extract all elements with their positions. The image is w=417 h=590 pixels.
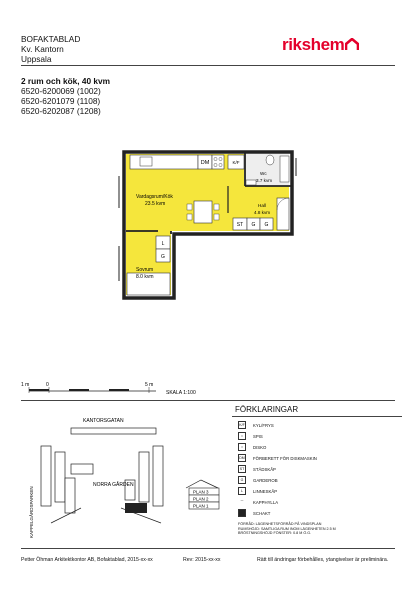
legend-item: G GARDEROB <box>238 475 278 485</box>
legend-item: K/F KYL/FRYS <box>239 422 274 428</box>
legend-title: FÖRKLARINGAR <box>235 405 299 414</box>
site-plan <box>21 408 231 543</box>
svg-text:L: L <box>161 241 165 247</box>
svg-text:ST: ST <box>236 222 244 228</box>
shower-icon <box>280 156 289 182</box>
apartment-marker <box>125 503 147 513</box>
shaft-icon <box>238 509 246 517</box>
fridge-label: K/F <box>232 160 240 165</box>
rikshem-logo <box>282 35 359 55</box>
scale-zero: 0 <box>46 382 49 388</box>
room-name: Vardagsrum/Kök <box>136 194 173 200</box>
legend-item: L LINNESKÅP <box>238 486 277 496</box>
apartment-id: 6520-6202087 (1208) <box>21 106 101 116</box>
apartment-info <box>21 76 110 116</box>
street-left: KAPPELGÅRDSPARKEN <box>29 486 34 538</box>
legend-item: SCHAKT <box>238 508 270 518</box>
washbasin-icon <box>246 180 256 185</box>
room-area: 8.0 kvm <box>136 274 154 280</box>
scale-label: SKALA 1:100 <box>166 390 196 396</box>
legend-item: ∷ SPIS <box>238 431 263 441</box>
header-divider <box>21 65 395 66</box>
street-top: KANTORSGATAN <box>83 418 124 424</box>
floor-label: PLAN 3 <box>193 489 209 495</box>
doc-type: BOFAKTABLAD <box>21 34 81 44</box>
dining-table <box>194 201 212 223</box>
legend-item: ○ DISKO <box>238 442 266 452</box>
svg-text:G: G <box>161 254 165 260</box>
city: Uppsala <box>21 54 52 64</box>
scale-left: 1 m <box>21 382 30 388</box>
room-name: Sovrum <box>136 267 154 273</box>
stove-icon: ∷ <box>238 432 246 440</box>
footer-author: Petter Öhman Arkitektkontor AB, Bofaktablad, 2015-xx-xx <box>21 557 153 563</box>
svg-text:G: G <box>251 222 256 228</box>
room-area: 4.8 kvm <box>254 210 271 215</box>
legend-notes: FÖRRÅD: LÄGENHETSFÖRRÅD PÅ VINDSPLAN RUMSHÖJD: SAMTLIGA RUM INOM LÄGENHETEN 2.5 M BRÖSTNINGSHÖJD FÖNSTER: 0.8 M Ö.G. <box>238 522 336 536</box>
room-name: Wc <box>260 171 267 176</box>
house-roof-icon <box>345 38 359 51</box>
floor-plan <box>118 146 298 316</box>
footer-disclaimer: Rätt till ändringar förbehålles, ytangivelser är preliminära. <box>257 557 389 563</box>
floor-label: PLAN 1 <box>193 503 209 509</box>
section-divider <box>21 400 395 401</box>
apartment-id: 6520-6200069 (1002) <box>21 86 101 96</box>
dishwasher-label: DM <box>200 160 210 166</box>
coat-rack-icon: ⌒ <box>240 499 244 504</box>
legend-item: DM FÖRBERETT FÖR DISKMASKIN <box>239 455 317 461</box>
scale-bar <box>21 380 221 398</box>
footer-divider <box>21 548 395 549</box>
scale-right: 5 m <box>145 382 154 388</box>
title-block <box>21 34 80 64</box>
court-name: NORRA GÅRDEN <box>93 482 134 488</box>
room-area: 23.5 kvm <box>145 201 166 207</box>
svg-text:G: G <box>264 222 269 228</box>
room-area: 3.7 kvm <box>256 178 273 183</box>
block-name: Kv. Kantorn <box>21 44 64 54</box>
toilet-icon <box>266 155 274 165</box>
legend-item: ⌒ KAPPHYLLA <box>238 497 278 507</box>
entrance-door <box>277 198 289 230</box>
legend-item: ST STÄDSKÅP <box>239 466 276 472</box>
room-name: Hall <box>258 203 266 208</box>
sink-icon: ○ <box>238 443 246 451</box>
apartment-size: 2 rum och kök, 40 kvm <box>21 76 111 86</box>
logo-text: rikshem <box>282 35 345 54</box>
footer-revision: Rev: 2015-xx-xx <box>183 557 221 563</box>
floor-label: PLAN 2 <box>193 496 209 502</box>
apartment-id: 6520-6201079 (1108) <box>21 96 101 106</box>
stove-icon <box>212 155 224 169</box>
